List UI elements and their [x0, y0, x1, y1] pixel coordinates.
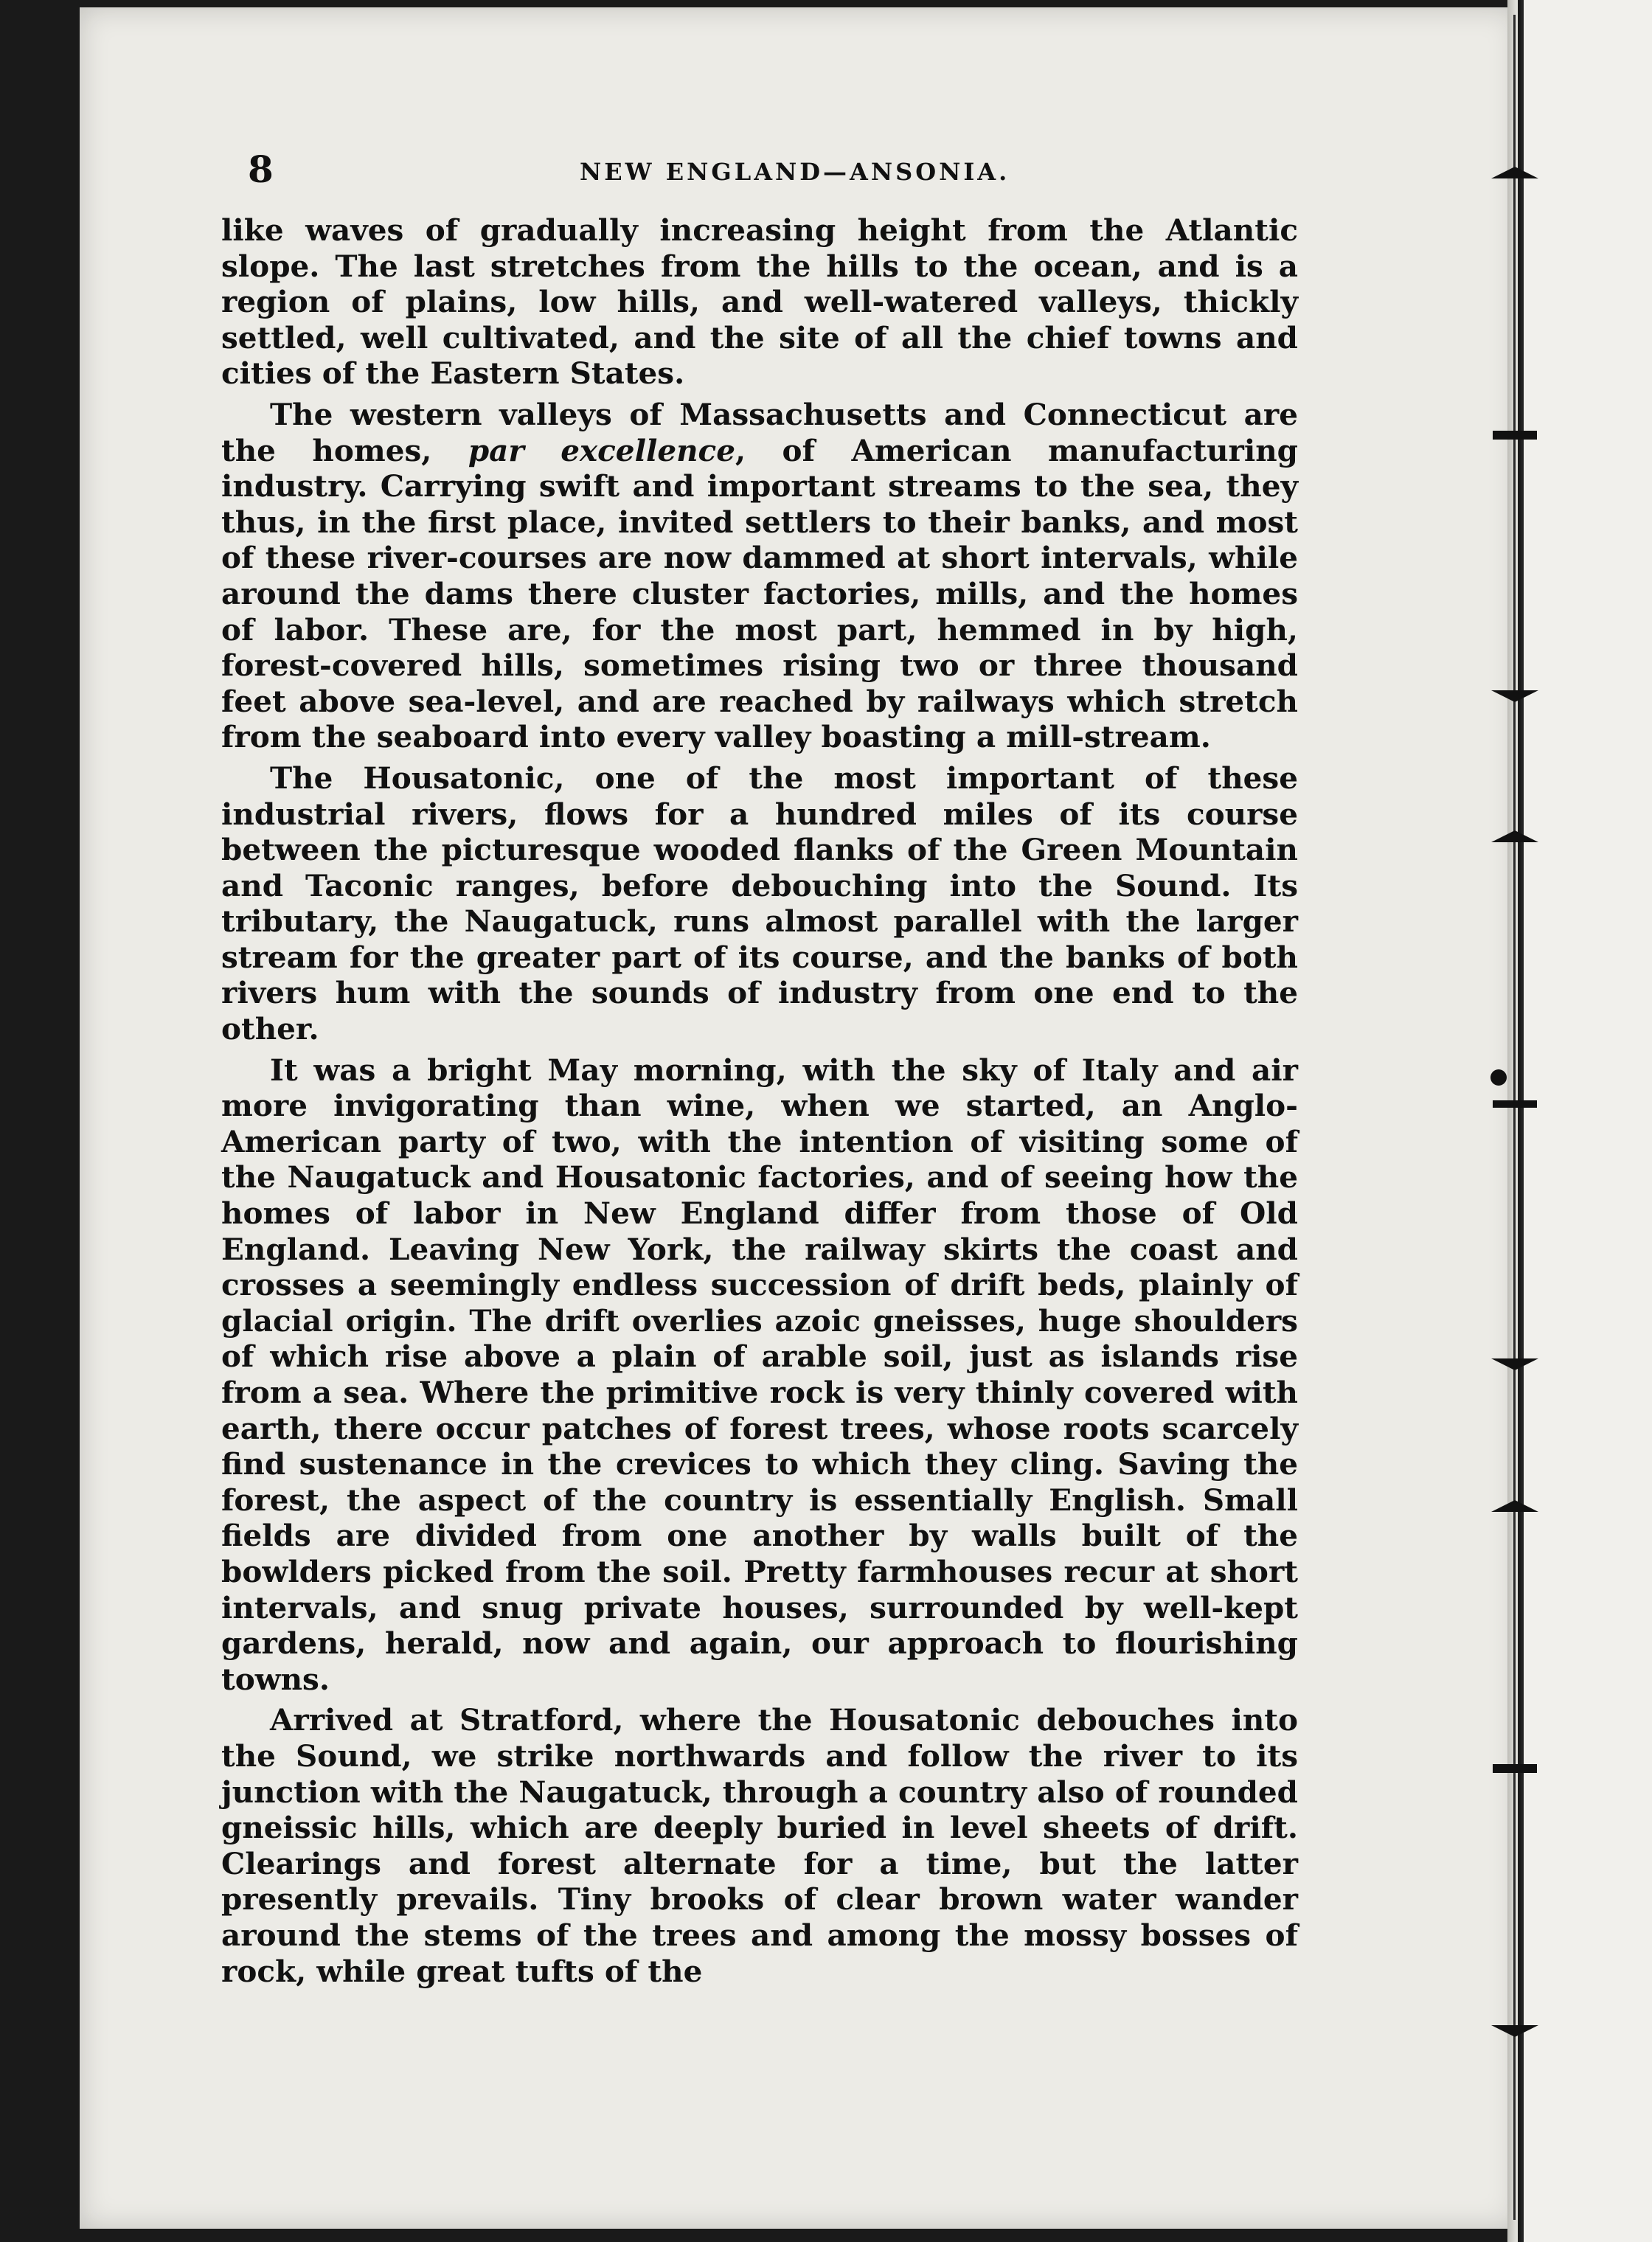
paragraph-text: , of American manufacturing industry. Carrying swift and important streams to the sea, they thus, in the first place, invited settlers to their banks, and most of these river-courses are now dammed at short intervals, while around the dams there cluster factories, mills, and the homes of labor. These are, for the most part, hemmed in by high, forest-covered hills, sometimes rising two or three thousand feet above sea-level, and are reached by railways which stretch from the seaboard into every valley boasting a mill-stream.: [221, 432, 1299, 755]
binding-stitch-mark: [1488, 1354, 1541, 1373]
paragraph: The Housatonic, one of the most important of these industrial rivers, flows for a hundred miles of its course between the picturesque wooded flanks of the Green Mountain and Taconic ranges, before debouching into the Sound. Its tributary, the Naugatuck, runs almost parallel with the larger stream for the greater part of its course, and the banks of both rivers hum with the sounds of industry from one end to the other.: [221, 760, 1298, 1047]
paragraph: like waves of gradually increasing height from the Atlantic slope. The last stretches from the hills to the ocean, and is a region of plains, low hills, and well-watered valleys, thickly settled, well cultivated, and the site of all the chief towns and cities of the Eastern States.: [221, 212, 1298, 392]
paragraph: Arrived at Stratford, where the Housatonic debouches into the Sound, we strike northwards and follow the river to its junction with the Naugatuck, through a country also of rounded gneissic hills, which are deeply buried in level sheets of drift. Clearings and forest alternate for a time, but the latter presently prevails. Tiny brooks of clear brown water wander around the stems of the trees and among the mossy bosses of rock, while great tufts of the: [221, 1702, 1298, 1989]
paragraph: It was a bright May morning, with the sky of Italy and air more invigorating than wine, when we started, an Anglo-American party of two, with the intention of visiting some of the Naugatuck and Housatonic factories, and of seeing how the homes of labor in New England differ from those of Old England. Leaving New York, the railway skirts the coast and crosses a seemingly endless succession of drift beds, plainly of glacial origin. The drift overlies azoic gneisses, huge shoulders of which rise above a plain of arable soil, just as islands rise from a sea. Where the primitive rock is very thinly covered with earth, there occur patches of forest trees, whose roots scarcely find sustenance in the crevices to which they cling. Saving the forest, the aspect of the country is essentially English. Small fields are divided from one another by walls built of the bowlders picked from the soil. Pretty farmhouses recur at short intervals, and snug private houses, surrounded by well-kept gardens, herald, now and again, our approach to flourishing towns.: [221, 1052, 1298, 1697]
binding-stitch-mark: [1488, 1068, 1541, 1087]
facing-page-edge: [1521, 0, 1652, 2242]
running-head: NEW ENGLAND—ANSONIA.: [580, 158, 1010, 186]
binding-stitch-mark: [1488, 827, 1541, 847]
body-text: [221, 212, 1298, 1989]
binding-stitch-mark: [1488, 426, 1541, 445]
binding-stitch-mark: [1488, 164, 1541, 183]
italic-phrase: par excellence: [468, 432, 735, 468]
book-spine: [1507, 0, 1518, 2242]
page-header: [248, 148, 1295, 192]
binding-thread: [1513, 15, 1516, 2220]
binding-stitch-mark: [1488, 1760, 1541, 1779]
page-number: 8: [248, 148, 274, 191]
binding-stitch-mark: [1488, 1094, 1541, 1114]
paragraph-text: The western valleys of Massachusetts and Connecticut are the homes,: [221, 396, 1298, 468]
binding-stitch-mark: [1488, 2021, 1541, 2040]
paragraph: [221, 397, 1298, 755]
binding-stitch-mark: [1488, 686, 1541, 705]
binding-stitch-mark: [1488, 1497, 1541, 1516]
